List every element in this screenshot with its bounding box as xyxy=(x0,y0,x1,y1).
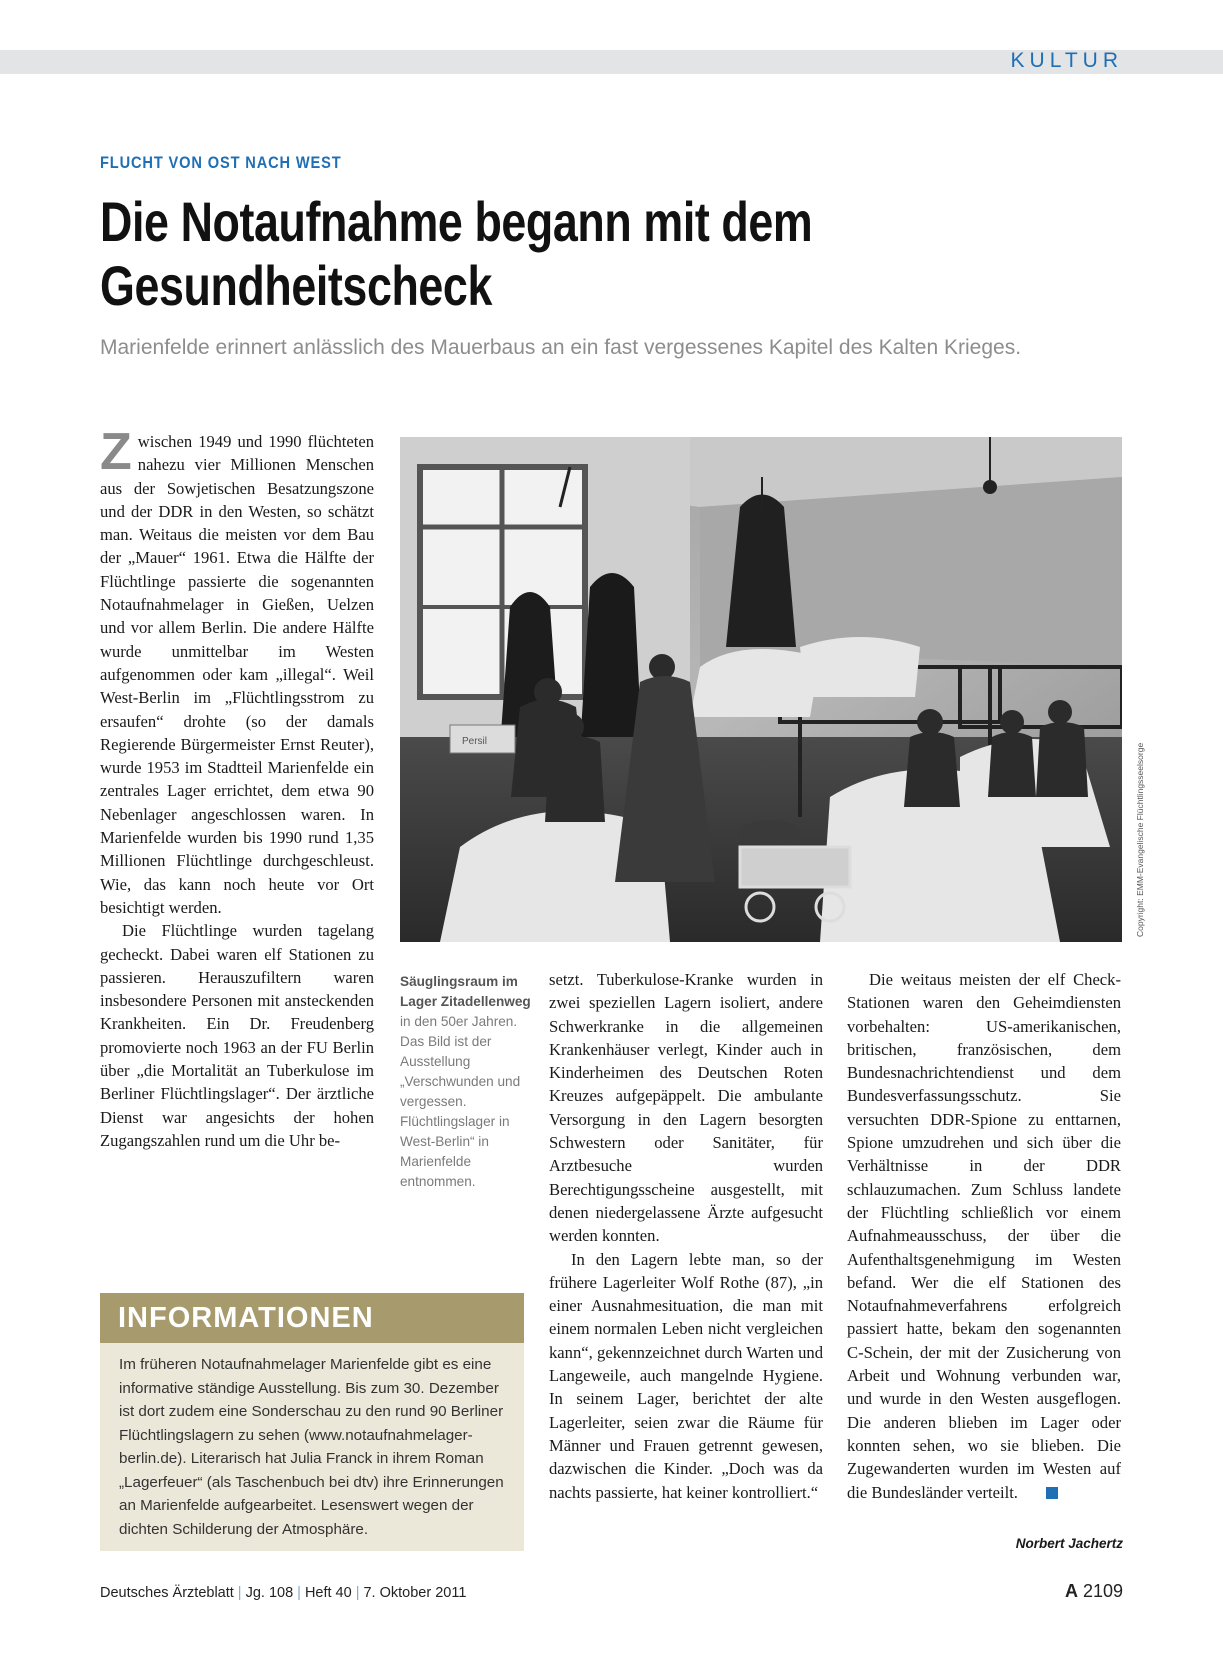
paragraph-text: Die weitaus meisten der elf Check-Stationen waren den Geheimdiensten vorbehalten: US-amerikanischen, britischen, französischen, dem Bundesnachrichtendienst und dem Bundesverfassungsschutz. Sie versuchten DDR-Spione zu enttarnen, Spione umzudrehen und sich über die Verhältnisse in der DDR schlauzumachen. Zum Schluss landete der Flüchtling schließlich vor einem Aufnahmeausschuss, der über die Aufenthaltsgenehmigung im Westen befand. Wer die elf Stationen des Notaufnahmeverfahrens erfolgreich passiert hatte, bekam den sogenannten C-Schein, der mit der Zusicherung von Arbeit und Wohnung verbunden war, und wurde in den Westen ausgeflogen. Die anderen blieben im Lager oder konnten sehen, wo sie blieben. Die Zugewanderten wurden im Westen auf die Bundesländer verteilt. xyxy=(847,970,1121,1502)
journal-volume: Jg. 108 xyxy=(245,1585,294,1601)
photo-credit: Copyright: EMM-Evangelische Flüchtlingsseelsorge xyxy=(1135,742,1145,937)
author-byline: Norbert Jachertz xyxy=(1015,1536,1123,1551)
paragraph: Die Flüchtlinge wurden tagelang gecheckt. Dabei waren elf Stationen zu passieren. Herauszufiltern waren insbesondere Personen mit ansteckenden Krankheiten. Ein Dr. Freudenberg promovierte noch 1963 an der FU Berlin über „die Mortalität an Tuberkulose im Berliner Flüchtlingslager“. Der ärztliche Dienst war angesichts der hohen Zugangszahlen rund um die Uhr be- xyxy=(100,921,374,1150)
photo-caption xyxy=(400,972,536,1192)
page-number xyxy=(1065,1581,1123,1602)
article-kicker: FLUCHT VON OST NACH WEST xyxy=(100,153,342,172)
article-column-2 xyxy=(549,968,823,1504)
footer-separator: | xyxy=(237,1585,242,1601)
section-label: KULTUR xyxy=(1010,49,1123,72)
journal-date: 7. Oktober 2011 xyxy=(363,1585,467,1601)
article-subhead: Marienfelde erinnert anlässlich des Mauerbaus an ein fast vergessenes Kapitel des Kalten Krieges. xyxy=(100,336,1022,359)
article-column-3 xyxy=(847,968,1121,1504)
info-box xyxy=(100,1293,524,1551)
paragraph xyxy=(100,423,374,919)
paragraph: setzt. Tuberkulose-Kranke wurden in zwei speziellen Lagern isoliert, andere Schwerkranke in die allgemeinen Krankenhäuser verlegt, Kinder auch in Kinderheimen des Deutschen Roten Kreuzes aufgepäppelt. Die ambulante Versorgung in den Lagern besorgten Schwestern oder Sanitäter, für Arztbesuche wurden Berechtigungsscheine ausgestellt, mit denen niedergelassene Ärzte aufgesucht werden konnten. xyxy=(549,970,823,1246)
page-prefix: A xyxy=(1064,1581,1078,1601)
info-box-title: INFORMATIONEN xyxy=(100,1293,524,1343)
info-box-text: Im früheren Notaufnahmelager Marienfelde gibt es eine informative ständige Ausstellung. Bis zum 30. Dezember ist dort zudem eine Sonderschau zu den rund 90 Berliner Flüchtlingslagern zu sehen (www.notaufnahmelager-berlin.de). Literarisch hat Julia Franck in ihrem Roman „Lagerfeuer“ (als Taschenbuch bei dtv) ihre Erinnerungen an Marienfelde aufgearbeitet. Lesenswert wegen der dichten Schilderung der Atmosphäre. xyxy=(119,1356,504,1538)
footer-separator: | xyxy=(355,1585,360,1601)
refugee-camp-photo xyxy=(400,437,1122,942)
article-photo xyxy=(400,437,1122,942)
end-of-article-mark xyxy=(1046,1487,1058,1499)
article-column-1 xyxy=(100,423,374,1152)
caption-title: Säuglingsraum im Lager Zitadellenweg xyxy=(400,974,531,1009)
paragraph-text: wischen 1949 und 1990 flüchteten nahezu vier Millionen Menschen aus der Sowjetischen Besatzungszone und der DDR in den Westen, so schätzt man. Weitaus die meisten vor dem Bau der „Mauer“ 1961. Etwa die Hälfte der Flüchtlinge passierte die sogenannten Notaufnahmelager in Gießen, Uelzen und vor allem Berlin. Die andere Hälfte wurde unmittelbar im Westen aufgenommen oder kam „illegal“. Weil West-Berlin im „Flüchtlingsstrom zu ersaufen“ drohte (so der damals Regierende Bürgermeister Ernst Reuter), wurde 1953 im Stadtteil Marienfelde ein zentrales Lager errichtet, dem etwa 90 Nebenlager angeschlossen waren. In Marienfelde wurden bis 1990 rund 1,35 Millionen Flüchtlinge durchgeschleust. Wie, das kann noch heute vor Ort besichtigt werden. xyxy=(100,432,374,917)
caption-text: in den 50er Jahren. Das Bild ist der Ausstellung „Verschwunden und vergessen. Flüchtlingslager in West-Berlin“ in Marienfelde entnommen. xyxy=(400,1014,521,1189)
drop-cap: Z xyxy=(100,423,132,481)
article-headline: Die Notaufnahme begann mit dem Gesundheitscheck xyxy=(100,190,813,317)
page-footer xyxy=(100,1585,466,1601)
paragraph: In den Lagern lebte man, so der frühere Lagerleiter Wolf Rothe (87), „in einer Ausnahmesituation, die man mit einem normalen Leben nicht vergleichen kann“, gekennzeichnet durch Warten und Langeweile, auch mangelnde Hygiene. In seinem Lager, berichtet der alte Lagerleiter, seien zwar die Räume für Männer und Frauen getrennt gewesen, dazwischen die Kinder. „Doch was da nachts passierte, hat keiner kontrolliert.“ xyxy=(549,1249,823,1502)
page-number-value: 2109 xyxy=(1082,1581,1123,1601)
journal-name: Deutsches Ärzteblatt xyxy=(100,1585,234,1601)
paragraph xyxy=(847,968,1121,1504)
crate-label: Persil xyxy=(462,736,488,747)
footer-separator: | xyxy=(297,1585,301,1601)
journal-issue: Heft 40 xyxy=(304,1585,352,1601)
